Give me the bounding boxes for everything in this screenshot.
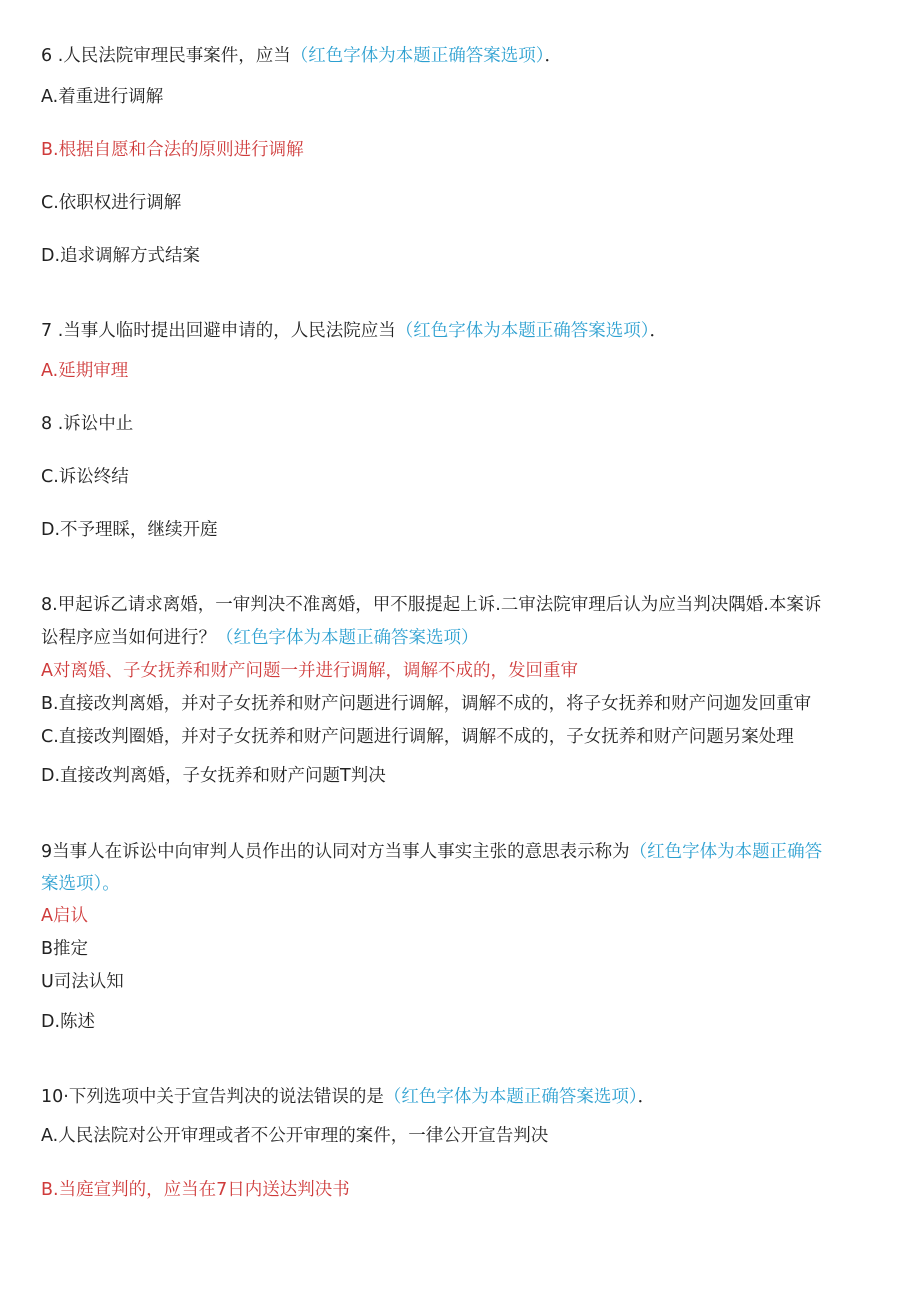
q8-option-c: C.直接改判圈婚，并对子女抚养和财产问题进行调解，调解不成的，子女抚养和财产问题另案处理 [41, 727, 794, 747]
q7-hint: （红色字体为本题正确答案选项） [395, 321, 650, 341]
q10-option-b-correct: B.当庭宣判的，应当在7日内送达判决书 [41, 1180, 350, 1200]
q9-option-a-correct: A启认 [41, 906, 88, 926]
q8-option-d: D.直接改判离婚，子女抚养和财产问题T判决 [41, 766, 386, 786]
q7-option-a-correct: A.延期审理 [41, 361, 129, 381]
q9-hint-part2: 案选项）。 [41, 874, 120, 894]
q9-hint-part1: （红色字体为本题正确答 [629, 842, 823, 862]
q9-option-b: B推定 [41, 939, 89, 959]
q8-stem-line1: 8.甲起诉乙请求离婚，一审判决不准离婚，甲不服提起上诉.二审法院审理后认为应当判决隅婚.本案诉 [41, 595, 822, 615]
q6-stem [41, 44, 562, 68]
q7-option-b: 8 .诉讼中止 [41, 414, 134, 434]
q6-stem-suffix: ． [544, 46, 563, 66]
q8-hint: （红色字体为本题正确答案选项） [216, 628, 479, 648]
q8-option-b: B.直接改判离婚，并对子女抚养和财产问题进行调解，调解不成的，将子女抚养和财产问迦发回重审 [41, 694, 812, 714]
q7-option-d: D.不予理睬，继续开庭 [41, 520, 218, 540]
q10-stem-suffix: ． [637, 1087, 656, 1107]
q7-stem-text: 7 .当事人临时提出回避申请的，人民法院应当 [41, 321, 396, 341]
q8-stem-text: 讼程序应当如何进行？ [41, 628, 216, 648]
q7-option-c: C.诉讼终结 [41, 467, 129, 487]
q9-stem-line1 [41, 840, 822, 864]
q6-option-c: C.依职权进行调解 [41, 193, 182, 213]
q10-stem [41, 1085, 655, 1109]
q10-option-a: A.人民法院对公开审理或者不公开审理的案件，一律公开宣告判决 [41, 1126, 549, 1146]
q6-option-d: D.追求调解方式结案 [41, 246, 201, 266]
q9-option-d: D.陈述 [41, 1012, 96, 1032]
q10-hint: （红色字体为本题正确答案选项） [383, 1087, 638, 1107]
q8-stem-line2 [41, 626, 479, 650]
q6-option-a: A.着重进行调解 [41, 87, 164, 107]
q7-stem-suffix: ． [649, 321, 668, 341]
q7-stem [41, 319, 667, 343]
q6-hint: （红色字体为本题正确答案选项） [290, 46, 545, 66]
q9-stem-text: 9当事人在诉讼中向审判人员作出的认同对方当事人事实主张的意思表示称为 [41, 842, 630, 862]
q6-stem-text: 6 .人民法院审理民事案件，应当 [41, 46, 291, 66]
q6-option-b-correct: B.根据自愿和合法的原则进行调解 [41, 140, 304, 160]
q9-option-c: U司法认知 [41, 972, 124, 992]
q8-option-a-correct: A对离婚、子女抚养和财产问题一并进行调解，调解不成的，发回重审 [41, 661, 578, 681]
q10-stem-text: 10·下列选项中关于宣告判决的说法错误的是 [41, 1087, 384, 1107]
